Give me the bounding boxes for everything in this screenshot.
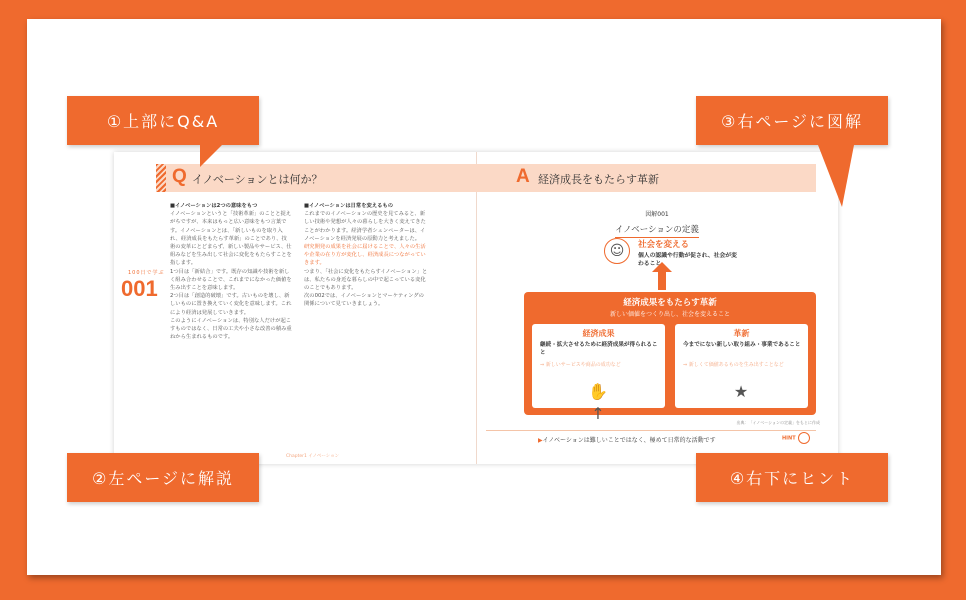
book-spread xyxy=(114,152,838,464)
sub1-example: ⇒ 新しいサービスや商品の成功など xyxy=(540,362,621,368)
q-letter: Q xyxy=(172,166,187,187)
up-arrow-shaft xyxy=(658,270,666,290)
marker-qa: ①上部にQ&A xyxy=(67,96,259,145)
box-title: 経済成果をもたらす革新 xyxy=(623,298,717,308)
innovation-card xyxy=(675,324,808,408)
marker-explanation: ②左ページに解説 xyxy=(67,453,259,502)
box-subtitle: 新しい価値をつくり出し、社会を変えること xyxy=(609,311,730,318)
left-column-2 xyxy=(304,202,428,442)
stripe-decoration xyxy=(156,164,166,192)
left-column-1 xyxy=(170,202,292,442)
col2-heading: ■イノベーションは日常を変えるもの xyxy=(304,203,394,209)
hint-mark-label: HINT xyxy=(782,435,796,442)
col2-paragraph-2: つまり、「社会に変化をもたらすイノベーション」とは、私たちの身近な暮らしの中で起こっている変化のことでもあります。 xyxy=(304,268,428,292)
hint-arrow-icon: ▶ xyxy=(538,437,543,444)
sub1-description: 継続・拡大させるために経済成果が得られること xyxy=(540,342,658,356)
col1-heading: ■イノベーションは2つの意味をもつ xyxy=(170,203,258,209)
hint-mark xyxy=(782,432,810,444)
number-label: 100日で学ぶ xyxy=(128,270,165,276)
col2-emphasis: 研究開発の成果を社会に届けることで、人々の生活や企業の在り方が変化し、経済成長につながっていきます。 xyxy=(304,244,426,267)
col2-paragraph-3: 次の002では、イノベーションとマーケティングの関係について見ていきましょう。 xyxy=(304,293,424,308)
marker-qa-tail xyxy=(200,145,222,167)
col1-paragraph-1: イノベーションというと「技術革新」のことと捉えがちですが、本来はもっと広い意味をもつ言葉です。イノベーションとは、「新しいものを取り入れ、経済成長をもたらす革新」のことであり、技術の変革にとどまらず、新しい製品やサービス、仕組みなどを生み出して社会に変化をもたらすことを指します。 xyxy=(170,211,292,267)
sub2-example: ⇒ 新しくて価値あるものを生み出すことなど xyxy=(683,362,784,368)
col1-paragraph-2: 1つ目は「新結合」です。既存の知識や技術を新しく組み合わせることで、これまでになかった価値を生み出すことを意味します。 xyxy=(170,268,292,292)
society-description: 個人の認識や行動が促され、社会が変わること xyxy=(638,253,737,267)
chapter-footer: Chapter1 イノベーション xyxy=(286,454,340,459)
question-title: イノベーションとは何か？ xyxy=(192,173,323,186)
figure-caption: 出典：「イノベーションの定義」をもとに作成 xyxy=(736,420,820,425)
people-icon: ☺ xyxy=(604,238,630,264)
right-page xyxy=(476,152,838,464)
col1-paragraph-3: 2つ目は「創造的破壊」です。古いものを壊し、新しいものに置き換えていく変化を意味します。これにより経済は発展していきます。 xyxy=(170,293,292,316)
star-badge-icon: ★ xyxy=(733,382,749,401)
figure-label: 図解001 xyxy=(645,211,669,218)
hint-text-label: イノベーションは難しいことではなく、極めて日常的な活動です xyxy=(542,437,716,444)
hint-person-icon xyxy=(798,432,810,444)
growth-icon: ✋↑ xyxy=(588,382,608,423)
left-page xyxy=(114,152,477,464)
economic-result-card xyxy=(532,324,665,423)
page-number: 001 xyxy=(121,276,158,301)
figure-title-text: イノベーションの定義 xyxy=(615,225,699,238)
marker-diagram: ③右ページに図解 xyxy=(696,96,888,145)
society-title: 社会を変える xyxy=(638,240,690,250)
hint-text xyxy=(538,435,716,444)
sub2-title: 革新 xyxy=(733,329,750,338)
marker-diagram-tail xyxy=(818,145,854,207)
hint-divider xyxy=(486,430,816,431)
answer-title: 経済成長をもたらす革新 xyxy=(538,173,659,186)
col2-paragraph-1: これまでのイノベーションの歴史を見てみると、新しい技術や発想が人々の暮らしを大きく変えてきたことがわかります。経済学者シュンペーターは、イノベーションを経済発展の原動力と考えました。 xyxy=(304,211,426,242)
marker-hint: ④右下にヒント xyxy=(696,453,888,502)
sub2-description: 今までにない新しい取り組み・事業であること xyxy=(683,342,801,348)
figure-title xyxy=(476,217,838,236)
col1-paragraph-4: このようにイノベーションは、特別な人だけが起こすものではなく、日常の工夫や小さな改善の積み重ねから生まれるものです。 xyxy=(170,317,292,341)
sub1-title: 経済成果 xyxy=(582,329,615,338)
a-letter: A xyxy=(516,166,530,187)
